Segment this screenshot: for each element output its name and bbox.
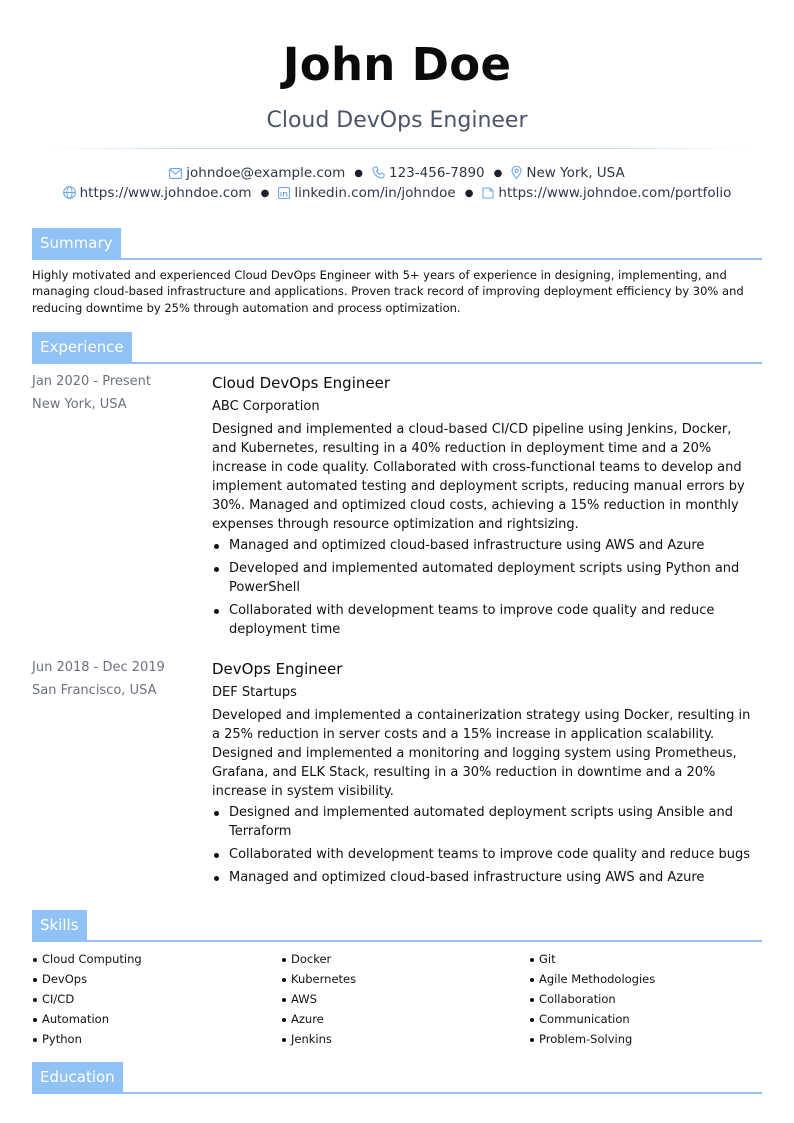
list-item: Developed and implemented automated deployment scripts using Python and PowerShell	[212, 559, 757, 597]
resume-name: John Doe	[282, 38, 512, 91]
separator-dot: ●	[493, 168, 503, 179]
section-summary-header	[32, 228, 762, 260]
skill-item: Collaboration	[529, 989, 769, 1009]
document-icon	[482, 187, 494, 199]
job-title: Cloud DevOps Engineer	[212, 374, 390, 392]
job-bullets	[212, 536, 757, 639]
section-skills-header	[32, 910, 762, 942]
section-divider	[32, 258, 762, 260]
list-item: Managed and optimized cloud-based infrastructure using AWS and Azure	[212, 536, 757, 555]
section-experience-label: Experience	[32, 332, 132, 364]
list-item: Collaborated with development teams to improve code quality and reduce deployment time	[212, 601, 757, 639]
job-dates: Jun 2018 - Dec 2019	[32, 660, 165, 675]
location-pin-icon	[511, 166, 522, 179]
mail-icon	[169, 168, 182, 179]
skill-item: Cloud Computing	[32, 949, 272, 969]
separator-dot: ●	[354, 168, 363, 179]
job-entry	[212, 657, 757, 891]
contact-location	[511, 165, 624, 181]
skill-item: Automation	[32, 1009, 272, 1029]
skills-column	[32, 949, 272, 1049]
separator-dot: ●	[260, 188, 270, 199]
job-bullets	[212, 803, 757, 887]
skills-column	[281, 949, 521, 1049]
contact-location-text: New York, USA	[526, 165, 625, 181]
globe-icon	[63, 186, 76, 199]
section-divider	[32, 1092, 762, 1094]
skill-item: Agile Methodologies	[529, 969, 769, 989]
job-meta	[32, 656, 202, 702]
contact-website[interactable]	[63, 185, 252, 201]
job-dates: Jan 2020 - Present	[32, 374, 151, 389]
job-title: DevOps Engineer	[212, 660, 343, 678]
skill-item: Azure	[281, 1009, 521, 1029]
skill-item: Docker	[281, 949, 521, 969]
job-meta	[32, 370, 202, 416]
skill-item: DevOps	[32, 969, 272, 989]
contact-email-text: johndoe@example.com	[186, 165, 346, 181]
skill-item: AWS	[281, 989, 521, 1009]
job-location: New York, USA	[32, 397, 127, 412]
phone-icon	[372, 166, 385, 179]
skill-item: Python	[32, 1029, 272, 1049]
contact-linkedin-text: linkedin.com/in/johndoe	[294, 185, 456, 201]
section-experience-header	[32, 332, 762, 364]
list-item: Collaborated with development teams to improve code quality and reduce bugs	[212, 845, 757, 864]
skill-item: Problem-Solving	[529, 1029, 769, 1049]
contact-phone[interactable]	[372, 165, 485, 181]
skill-item: Communication	[529, 1009, 769, 1029]
contact-portfolio-text: https://www.johndoe.com/portfolio	[498, 185, 732, 201]
contact-email[interactable]	[169, 165, 345, 181]
header-divider	[48, 148, 746, 149]
section-education-header	[32, 1062, 762, 1094]
skill-item: Kubernetes	[281, 969, 521, 989]
job-company: DEF Startups	[212, 685, 297, 700]
linkedin-icon	[278, 187, 290, 199]
section-divider	[32, 940, 762, 942]
job-location: San Francisco, USA	[32, 683, 157, 698]
section-divider	[32, 362, 762, 364]
skill-item: Git	[529, 949, 769, 969]
job-company: ABC Corporation	[212, 399, 320, 414]
skills-column	[529, 949, 769, 1049]
list-item: Designed and implemented automated deployment scripts using Ansible and Terraform	[212, 803, 757, 841]
section-education-label: Education	[32, 1062, 123, 1094]
job-description: Developed and implemented a containerization strategy using Docker, resulting in a 25% reduction in server costs and a 15% increase in application scalability. Designed and implemented a monitoring and logging system using Prometheus, Grafana, and ELK Stack, resulting in a 30% reduction in downtime and a 20% increase in system visibility.	[212, 708, 751, 799]
skill-item: CI/CD	[32, 989, 272, 1009]
summary-text: Highly motivated and experienced Cloud DevOps Engineer with 5+ years of experience in designing, implementing, and managing cloud-based infrastructure and applications. Proven track record of improving deployment efficiency by 30% and reducing downtime by 25% through automation and process optimization.	[32, 268, 744, 315]
section-skills-label: Skills	[32, 910, 87, 942]
resume-title: Cloud DevOps Engineer	[266, 108, 528, 133]
contact-portfolio[interactable]	[482, 185, 731, 201]
skill-item: Jenkins	[281, 1029, 521, 1049]
job-entry	[212, 371, 757, 643]
section-summary-label: Summary	[32, 228, 121, 260]
list-item: Managed and optimized cloud-based infrastructure using AWS and Azure	[212, 868, 757, 887]
job-description: Designed and implemented a cloud-based CI/CD pipeline using Jenkins, Docker, and Kubernetes, resulting in a 40% reduction in deployment time and a 20% increase in code quality. Collaborated with cross-functional teams to develop and implement automated testing and deployment scripts, reducing manual errors by 30%. Managed and optimized cloud costs, achieving a 15% reduction in monthly expenses through resource optimization and rightsizing.	[212, 422, 745, 532]
separator-dot: ●	[464, 188, 474, 199]
contact-row-primary	[0, 165, 794, 181]
contact-linkedin[interactable]	[278, 185, 455, 201]
contact-website-text: https://www.johndoe.com	[79, 185, 252, 201]
contact-row-links	[0, 185, 794, 201]
contact-phone-text: 123-456-7890	[389, 165, 485, 181]
